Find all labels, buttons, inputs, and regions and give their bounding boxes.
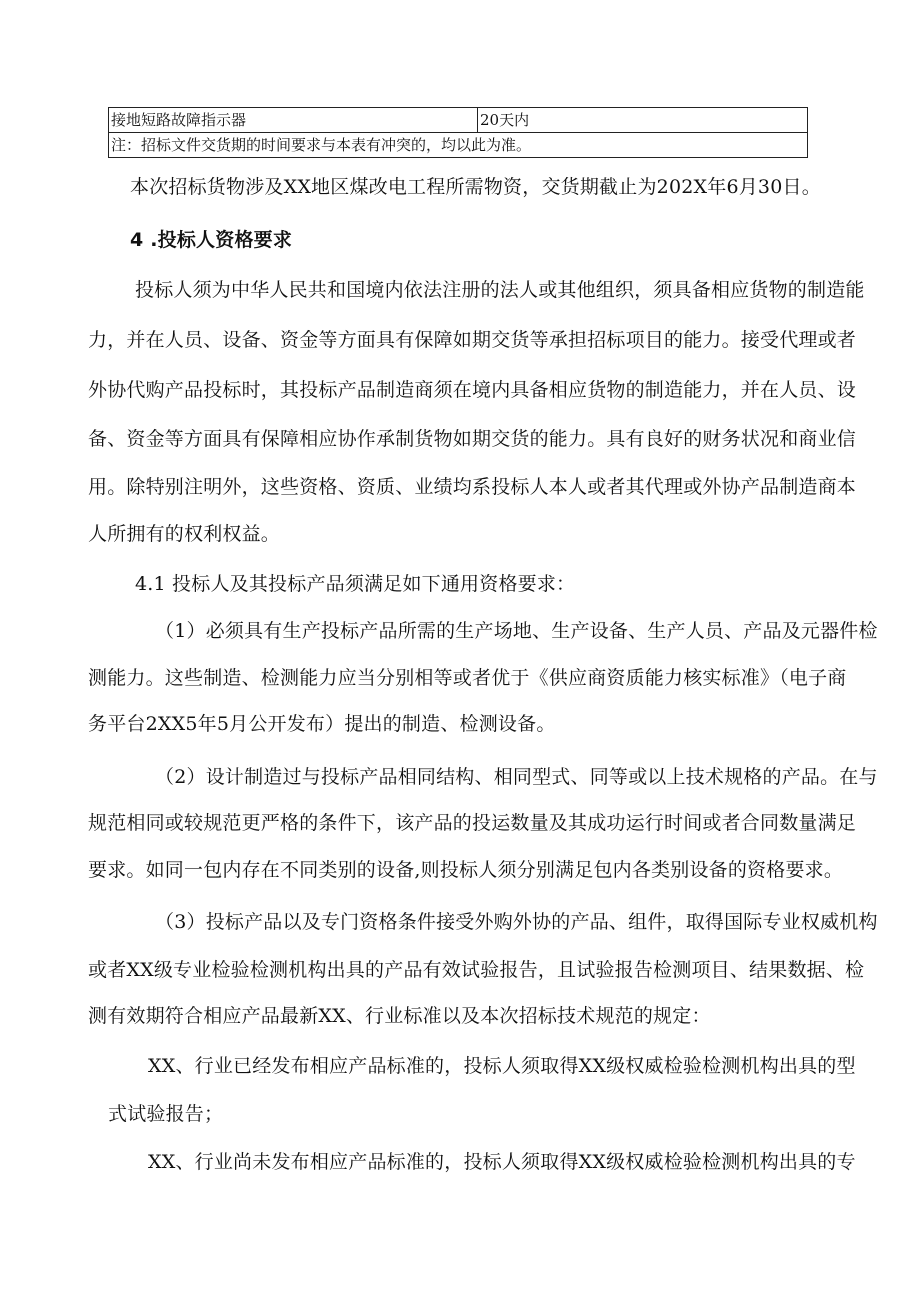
qualification-line: 备、资金等方面具有保障相应协作承制货物如期交货的能力。具有良好的财务状况和商业信 (88, 428, 857, 450)
standard-published-line: 式试验报告； (108, 1103, 224, 1125)
qualification-line: 外协代购产品投标时，其投标产品制造商须在境内具备相应货物的制造能力，并在人员、设 (88, 379, 857, 401)
qualification-line: 用。除特别注明外，这些资格、资质、业绩均系投标人本人或者其代理或外协产品制造商本 (88, 476, 857, 498)
subsection-4-1: 4.1 投标人及其投标产品须满足如下通用资格要求： (135, 573, 576, 595)
section-heading: 4 .投标人资格要求 (130, 229, 293, 251)
item-3-line: 测有效期符合相应产品最新XX、行业标准以及本次招标技术规范的规定： (88, 1005, 711, 1027)
delivery-deadline-paragraph: 本次招标货物涉及XX地区煤改电工程所需物资，交货期截止为202X年6月30日。 (130, 176, 821, 198)
table-cell-item: 接地短路故障指示器 (109, 108, 478, 133)
table-note-row (109, 133, 808, 158)
item-1-line: 测能力。这些制造、检测能力应当分别相等或者优于《供应商资质能力核实标准》（电子商 (88, 667, 847, 689)
item-1-line: （1）必须具有生产投标产品所需的生产场地、生产设备、生产人员、产品及元器件检 (155, 620, 878, 642)
item-2-line: （2）设计制造过与投标产品相同结构、相同型式、同等或以上技术规格的产品。在与 (155, 766, 878, 788)
standard-published-line: XX、行业已经发布相应产品标准的，投标人须取得XX级权威检验检测机构出具的型 (148, 1055, 856, 1077)
qualification-line: 人所拥有的权利权益。 (88, 523, 281, 545)
delivery-period-table (108, 107, 808, 158)
item-3-line: （3）投标产品以及专门资格条件接受外购外协的产品、组件，取得国际专业权威机构 (155, 911, 878, 933)
standard-unpublished-line: XX、行业尚未发布相应产品标准的，投标人须取得XX级权威检验检测机构出具的专 (148, 1151, 856, 1173)
qualification-line: 投标人须为中华人民共和国境内依法注册的法人或其他组织，须具备相应货物的制造能 (135, 279, 865, 301)
item-2-line: 要求。如同一包内存在不同类别的设备,则投标人须分别满足包内各类别设备的资格要求。 (88, 859, 844, 881)
qualification-line: 力，并在人员、设备、资金等方面具有保障如期交货等承担招标项目的能力。接受代理或者 (88, 329, 857, 351)
table-row (109, 108, 808, 133)
item-3-line: 或者XX级专业检验检测机构出具的产品有效试验报告，且试验报告检测项目、结果数据、检 (88, 959, 865, 981)
table-cell-period: 20天内 (478, 108, 808, 133)
item-1-line: 务平台2XX5年5月公开发布）提出的制造、检测设备。 (88, 713, 556, 735)
table-note: 注：招标文件交货期的时间要求与本表有冲突的，均以此为准。 (109, 133, 808, 158)
item-2-line: 规范相同或较规范更严格的条件下，该产品的投运数量及其成功运行时间或者合同数量满足 (88, 812, 857, 834)
